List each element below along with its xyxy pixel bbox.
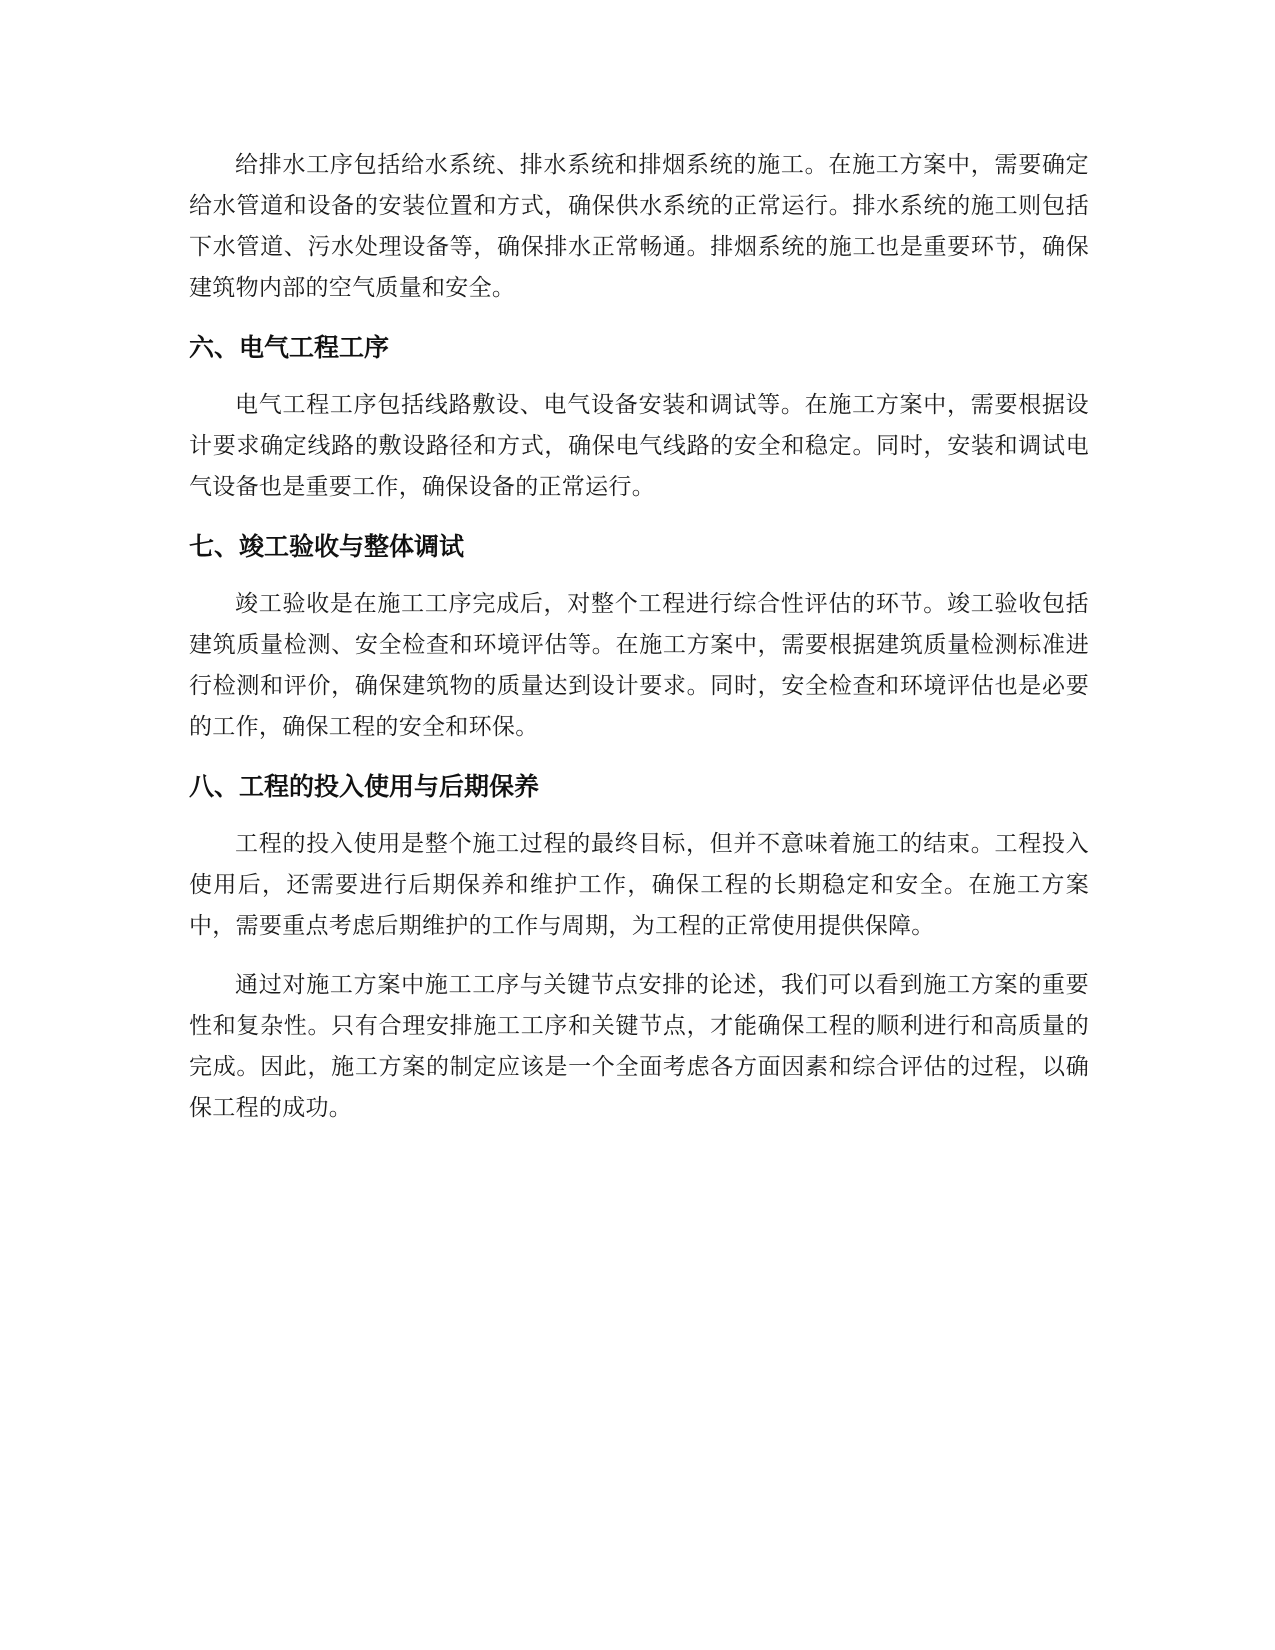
conclusion-paragraph: 通过对施工方案中施工工序与关键节点安排的论述，我们可以看到施工方案的重要性和复杂性。只有合理安排施工工序和关键节点，才能确保工程的顺利进行和高质量的完成。因此，施工方案的制定应该是一个全面考虑各方面因素和综合评估的过程，以确保工程的成功。 [189, 972, 1089, 1121]
intro-paragraph: 给排水工序包括给水系统、排水系统和排烟系统的施工。在施工方案中，需要确定给水管道和设备的安装位置和方式，确保供水系统的正常运行。排水系统的施工则包括下水管道、污水处理设备等，确保排水正常畅通。排烟系统的施工也是重要环节，确保建筑物内部的空气质量和安全。 [189, 152, 1089, 301]
section-paragraph-maintenance: 工程的投入使用是整个施工过程的最终目标，但并不意味着施工的结束。工程投入使用后，还需要进行后期保养和维护工作，确保工程的长期稳定和安全。在施工方案中，需要重点考虑后期维护的工作与周期，为工程的正常使用提供保障。 [189, 831, 1089, 939]
section-heading-maintenance: 八、工程的投入使用与后期保养 [189, 772, 540, 801]
section-heading-electrical: 六、电气工程工序 [189, 333, 390, 362]
document-body [189, 145, 1089, 1129]
section-paragraph-electrical: 电气工程工序包括线路敷设、电气设备安装和调试等。在施工方案中，需要根据设计要求确定线路的敷设路径和方式，确保电气线路的安全和稳定。同时，安装和调试电气设备也是重要工作，确保设备的正常运行。 [189, 392, 1089, 500]
section-paragraph-acceptance: 竣工验收是在施工工序完成后，对整个工程进行综合性评估的环节。竣工验收包括建筑质量检测、安全检查和环境评估等。在施工方案中，需要根据建筑质量检测标准进行检测和评价，确保建筑物的质量达到设计要求。同时，安全检查和环境评估也是必要的工作，确保工程的安全和环保。 [189, 591, 1089, 740]
section-heading-acceptance: 七、竣工验收与整体调试 [189, 532, 465, 561]
